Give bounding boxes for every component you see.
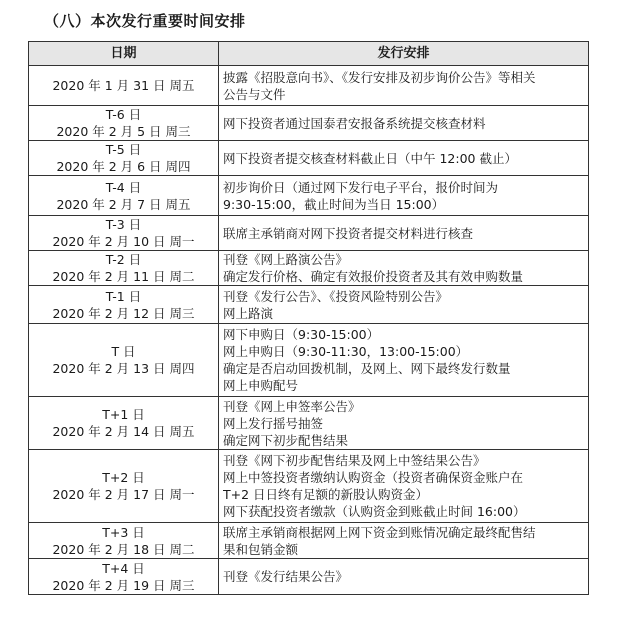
- arrangement-line: 网上发行摇号抽签: [223, 415, 324, 431]
- column-header-arrangement: 发行安排: [219, 42, 589, 66]
- table-row: [29, 286, 589, 324]
- date-cell: [29, 450, 219, 523]
- arrangement-cell: [219, 450, 589, 523]
- table-row: [29, 397, 589, 450]
- arrangement-line: T+2 日日终有足额的新股认购资金）: [223, 487, 429, 502]
- table-row: [29, 106, 589, 141]
- trade-day-label: T-4 日: [105, 179, 142, 195]
- calendar-date: 2020 年 2 月 18 日 周二: [52, 541, 195, 557]
- arrangement-line: 刊登《网上路演公告》: [223, 252, 349, 267]
- arrangement-cell: [219, 141, 589, 176]
- calendar-date: 2020 年 2 月 7 日 周五: [56, 196, 191, 212]
- date-cell: [29, 106, 219, 141]
- arrangement-line: 刊登《发行公告》、《投资风险特别公告》: [223, 288, 449, 304]
- arrangement-cell: [219, 216, 589, 251]
- calendar-date: 2020 年 2 月 11 日 周二: [52, 269, 195, 284]
- arrangement-cell: [219, 397, 589, 450]
- arrangement-cell: [219, 523, 589, 559]
- arrangement-line: 确定是否启动回拨机制，及网上、网下最终发行数量: [223, 361, 511, 376]
- arrangement-line: 网下投资者提交核查材料截止日（中午 12:00 截止）: [223, 150, 517, 166]
- table-row: [29, 176, 589, 216]
- calendar-date: 2020 年 2 月 19 日 周三: [52, 577, 195, 593]
- arrangement-cell: [219, 559, 589, 595]
- calendar-date: 2020 年 2 月 14 日 周五: [52, 424, 195, 439]
- calendar-date: 2020 年 2 月 12 日 周三: [52, 305, 195, 321]
- arrangement-cell: [219, 176, 589, 216]
- arrangement-line: 刊登《网下初步配售结果及网上中签结果公告》: [223, 453, 486, 468]
- table-row: [29, 559, 589, 595]
- table-row: [29, 450, 589, 523]
- trade-day-label: T-6 日: [105, 107, 142, 122]
- arrangement-line: 网上申购日（9:30-11:30，13:00-15:00）: [223, 344, 469, 359]
- date-cell: [29, 559, 219, 595]
- arrangement-line: 网下申购日（9:30-15:00）: [223, 327, 380, 342]
- arrangement-line: 披露《招股意向书》、《发行安排及初步询价公告》等相关: [223, 69, 536, 85]
- arrangement-line: 刊登《发行结果公告》: [223, 569, 349, 584]
- trade-day-label: T+2 日: [102, 470, 145, 485]
- calendar-date: 2020 年 2 月 13 日 周四: [52, 361, 195, 376]
- arrangement-line: 确定网下初步配售结果: [223, 432, 349, 448]
- table-row: [29, 324, 589, 397]
- date-cell: [29, 176, 219, 216]
- column-header-date: 日期: [29, 42, 219, 66]
- arrangement-line: 公告与文件: [223, 86, 286, 102]
- arrangement-cell: [219, 251, 589, 286]
- arrangement-line: 联席主承销商对网下投资者提交材料进行核查: [223, 225, 474, 241]
- section-heading: （八）本次发行重要时间安排: [44, 12, 246, 30]
- calendar-date: 2020 年 2 月 17 日 周一: [52, 487, 195, 502]
- date-cell: [29, 324, 219, 397]
- arrangement-line: 网下投资者通过国泰君安报备系统提交核查材料: [223, 115, 486, 131]
- trade-day-label: T+1 日: [102, 407, 145, 422]
- arrangement-cell: [219, 66, 589, 106]
- trade-day-label: T-5 日: [105, 142, 142, 157]
- arrangement-cell: [219, 106, 589, 141]
- table-row: [29, 66, 589, 106]
- table-row: [29, 141, 589, 176]
- arrangement-line: 9:30-15:00，截止时间为当日 15:00）: [223, 196, 445, 212]
- arrangement-line: 联席主承销商根据网上网下资金到账情况确定最终配售结: [223, 524, 536, 540]
- arrangement-cell: [219, 286, 589, 324]
- date-cell: [29, 397, 219, 450]
- calendar-date: 2020 年 2 月 10 日 周一: [52, 234, 195, 249]
- trade-day-label: T 日: [111, 344, 136, 359]
- calendar-date: 2020 年 2 月 6 日 周四: [56, 159, 191, 174]
- trade-day-label: T-2 日: [105, 252, 142, 267]
- trade-day-label: T+4 日: [102, 560, 145, 576]
- calendar-date: 2020 年 1 月 31 日 周五: [52, 78, 195, 93]
- arrangement-line: 网上中签投资者缴纳认购资金（投资者确保资金账户在: [223, 470, 524, 485]
- date-cell: [29, 141, 219, 176]
- table-header-row: [29, 42, 589, 66]
- date-cell: [29, 66, 219, 106]
- date-cell: [29, 251, 219, 286]
- arrangement-cell: [219, 324, 589, 397]
- arrangement-line: 果和包销金额: [223, 541, 299, 557]
- arrangement-line: 网下获配投资者缴款（认购资金到账截止时间 16:00）: [223, 504, 526, 519]
- date-cell: [29, 523, 219, 559]
- schedule-table: [28, 41, 589, 595]
- trade-day-label: T-3 日: [105, 217, 142, 232]
- table-row: [29, 251, 589, 286]
- date-cell: [29, 286, 219, 324]
- table-row: [29, 523, 589, 559]
- arrangement-line: 确定发行价格、确定有效报价投资者及其有效申购数量: [223, 269, 524, 284]
- trade-day-label: T+3 日: [102, 524, 145, 540]
- date-cell: [29, 216, 219, 251]
- arrangement-line: 刊登《网上申签率公告》: [223, 398, 361, 414]
- trade-day-label: T-1 日: [105, 288, 142, 304]
- arrangement-line: 网上路演: [223, 305, 274, 321]
- table-row: [29, 216, 589, 251]
- arrangement-line: 初步询价日（通过网下发行电子平台，报价时间为: [223, 179, 499, 195]
- calendar-date: 2020 年 2 月 5 日 周三: [56, 124, 191, 139]
- arrangement-line: 网上申购配号: [223, 378, 299, 393]
